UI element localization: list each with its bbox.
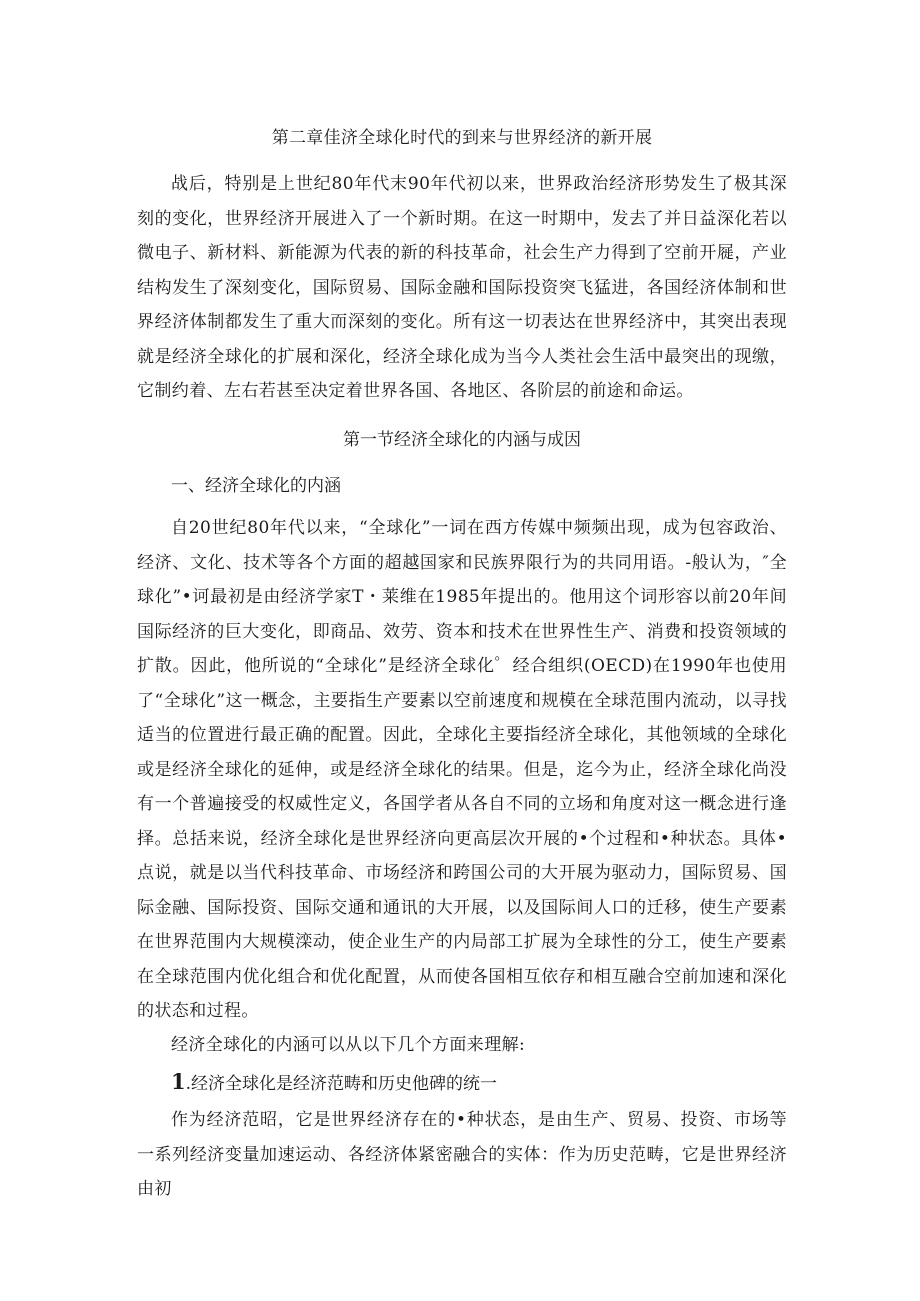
paragraph-economic-category: 作为经济范昭，它是世界经济存在的•种状态，是由生产、贸易、投资、市场等一系列经济变量加速运动、各经济体紧密融合的实体：作为历史范畴，它是世界经济由初 — [137, 1110, 787, 1199]
section-title: 第一节经济全球化的内涵与成因 — [343, 430, 581, 450]
numbered-heading — [171, 1069, 497, 1097]
heading-number: 1 — [171, 1069, 186, 1094]
paragraph-intro: 战后，特别是上世纪80年代末90年代初以来，世界政治经济形势发生了极其深刻的变化，世界经济开展进入了一个新时期。在这一时期中，发去了并日益深化若以微电子、新材料、新能源为代表的新的科技革命，社会生产力得到了空前开屣，产业结构发生了深刻变化，国际贸易、国际金融和国际投资突飞猛进，各国经济体制和世界经济体制都发生了重大而深刻的变化。所有这一切表达在世界经济中，其突出表现就是经济全球化的扩展和深化，经济全球化成为当今人类社会生活中最突出的现缴，它制约着、左右若甚至决定着世界各国、各地区、各阶层的前途和命运。 — [137, 174, 787, 401]
chapter-title: 第二章佳济全球化时代的到来与世界经济的新开展 — [271, 128, 653, 148]
paragraph-aspects: 经济全球化的内涵可以从以下几个方面来理解: — [171, 1035, 526, 1055]
paragraph-definition: 自20世纪80年代以来，“全球化”一词在西方传媒中频频出现，成为包容政治、经济、文化、技术等各个方面的超越国家和民族界限行为的共同用语。-般认为，″全球化”•诃最初是由经济学家T・莱维在1985年提出的。他用这个词形容以前20年间国际经济的巨大变化，即商品、效劳、资本和技术在世界性生产、消费和投资领域的扩散。因此，他所说的“全球化”是经济全球化゜经合组织(OECD)在1990年也使用了“全球化”这一概念，主要指生产要素以空前速度和规模在全球范围内流动，以寻找适当的位置进行最正确的配置。因此，全球化主要指经济全球化，其他领域的全球化或是经济全球化的延伸，或是经济全球化的结果。但是，迄今为止，经济全球化尚没有一个普遍接受的权威性定义，各国学者从各自不同的立场和角度对这一概念进行逢择。总括来说，经济全球化是世界经济向更高层次开展的•个过程和•种状态。具体•点说，就是以当代科技革命、市场经济和跨国公司的大开展为驱动力，国际贸易、国际金融、国际投资、国际交通和通讯的大开展，以及国际间人口的迁移，使生产要素在世界范围内大规模滦动，使企业生产的内局部工扩展为全球性的分工，使生产要素在全球范围内优化组合和优化配置，从而使各国相互依存和相互融合空前加速和深化的状态和过程。 — [137, 518, 787, 1021]
subsection-heading: 一、经济全球化的内涵 — [171, 476, 341, 496]
heading-text: .经济全球化是经济范畴和历史他碑的统一 — [185, 1074, 498, 1094]
